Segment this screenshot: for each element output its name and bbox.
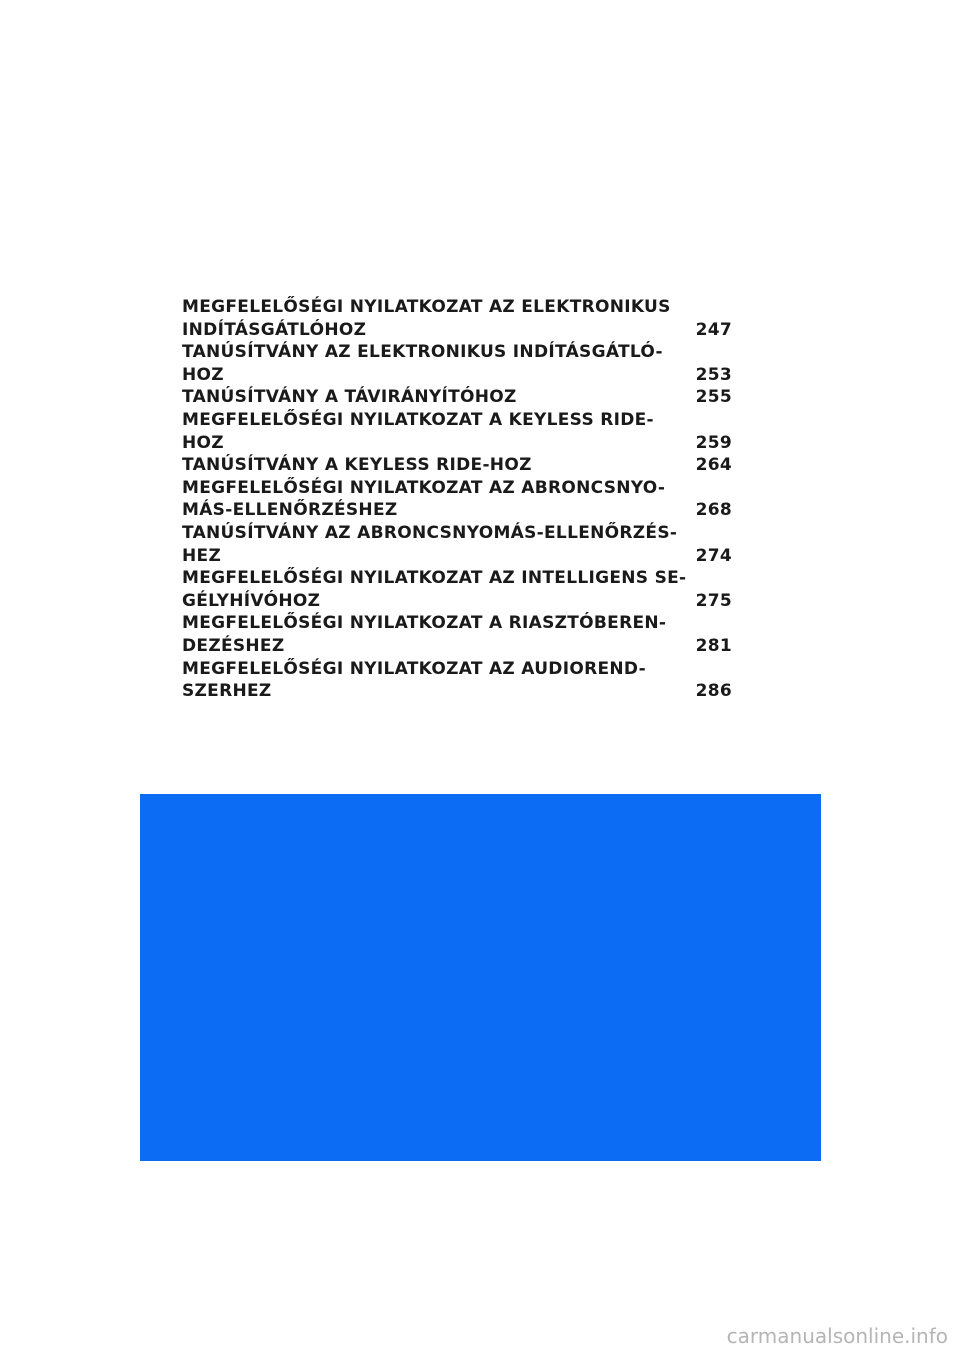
toc-entry-title-line: TANÚSÍTVÁNY A KEYLESS RIDE-HOZ xyxy=(182,455,532,476)
toc-entry-title-line: GÉLYHÍVÓHOZ xyxy=(182,590,321,611)
toc-entry[interactable] xyxy=(182,658,732,703)
toc-page-number: 268 xyxy=(695,500,732,521)
toc-entry[interactable] xyxy=(182,477,732,522)
toc-entry[interactable] xyxy=(182,454,732,477)
toc-entry[interactable] xyxy=(182,296,732,341)
toc-entry[interactable] xyxy=(182,386,732,409)
toc-page-number: 275 xyxy=(695,590,732,611)
toc-entry-title-line: INDÍTÁSGÁTLÓHOZ xyxy=(182,319,367,340)
blue-panel xyxy=(140,794,821,1161)
toc-entry-title-line: DEZÉSHEZ xyxy=(182,635,285,656)
toc-entry-title-line: MEGFELELŐSÉGI NYILATKOZAT AZ ELEKTRONIKUS xyxy=(182,297,671,317)
watermark: carmanualsonline.info xyxy=(726,1324,948,1348)
toc-entry-title-line: HOZ xyxy=(182,432,224,453)
toc-entry[interactable] xyxy=(182,612,732,657)
toc-entry-title-line: TANÚSÍTVÁNY A TÁVIRÁNYÍTÓHOZ xyxy=(182,387,517,408)
toc-entry[interactable] xyxy=(182,522,732,567)
toc-page-number: 247 xyxy=(695,319,732,340)
toc-page-number: 286 xyxy=(695,681,732,702)
toc-page-number: 281 xyxy=(695,635,732,656)
toc-entry-title-line: MEGFELELŐSÉGI NYILATKOZAT A RIASZTÓBEREN- xyxy=(182,613,667,634)
toc-entry[interactable] xyxy=(182,567,732,612)
toc-page-number: 264 xyxy=(695,455,732,476)
toc-entry[interactable] xyxy=(182,341,732,386)
toc-entry-title-line: HEZ xyxy=(182,545,222,566)
toc-page-number: 255 xyxy=(695,387,732,408)
toc-page-number: 274 xyxy=(695,545,732,566)
toc-entry-title-line: MEGFELELŐSÉGI NYILATKOZAT AZ AUDIOREND- xyxy=(182,658,647,679)
toc-page-number: 253 xyxy=(695,364,732,385)
toc-entry-title-line: TANÚSÍTVÁNY AZ ABRONCSNYOMÁS-ELLENŐRZÉS- xyxy=(182,522,678,543)
toc-entry-title-line: MEGFELELŐSÉGI NYILATKOZAT A KEYLESS RIDE- xyxy=(182,409,654,430)
toc-entry-title-line: MEGFELELŐSÉGI NYILATKOZAT AZ ABRONCSNYO- xyxy=(182,477,666,498)
toc-entry[interactable] xyxy=(182,409,732,454)
toc-entry-title-line: MEGFELELŐSÉGI NYILATKOZAT AZ INTELLIGENS SE- xyxy=(182,568,687,589)
toc-entry-title-line: TANÚSÍTVÁNY AZ ELEKTRONIKUS INDÍTÁSGÁTLÓ- xyxy=(182,342,663,363)
table-of-contents xyxy=(182,296,732,703)
toc-entry-title-line: HOZ xyxy=(182,364,224,385)
toc-entry-title-line: SZERHEZ xyxy=(182,681,272,702)
toc-entry-title-line: MÁS-ELLENŐRZÉSHEZ xyxy=(182,500,398,521)
toc-page-number: 259 xyxy=(695,432,732,453)
